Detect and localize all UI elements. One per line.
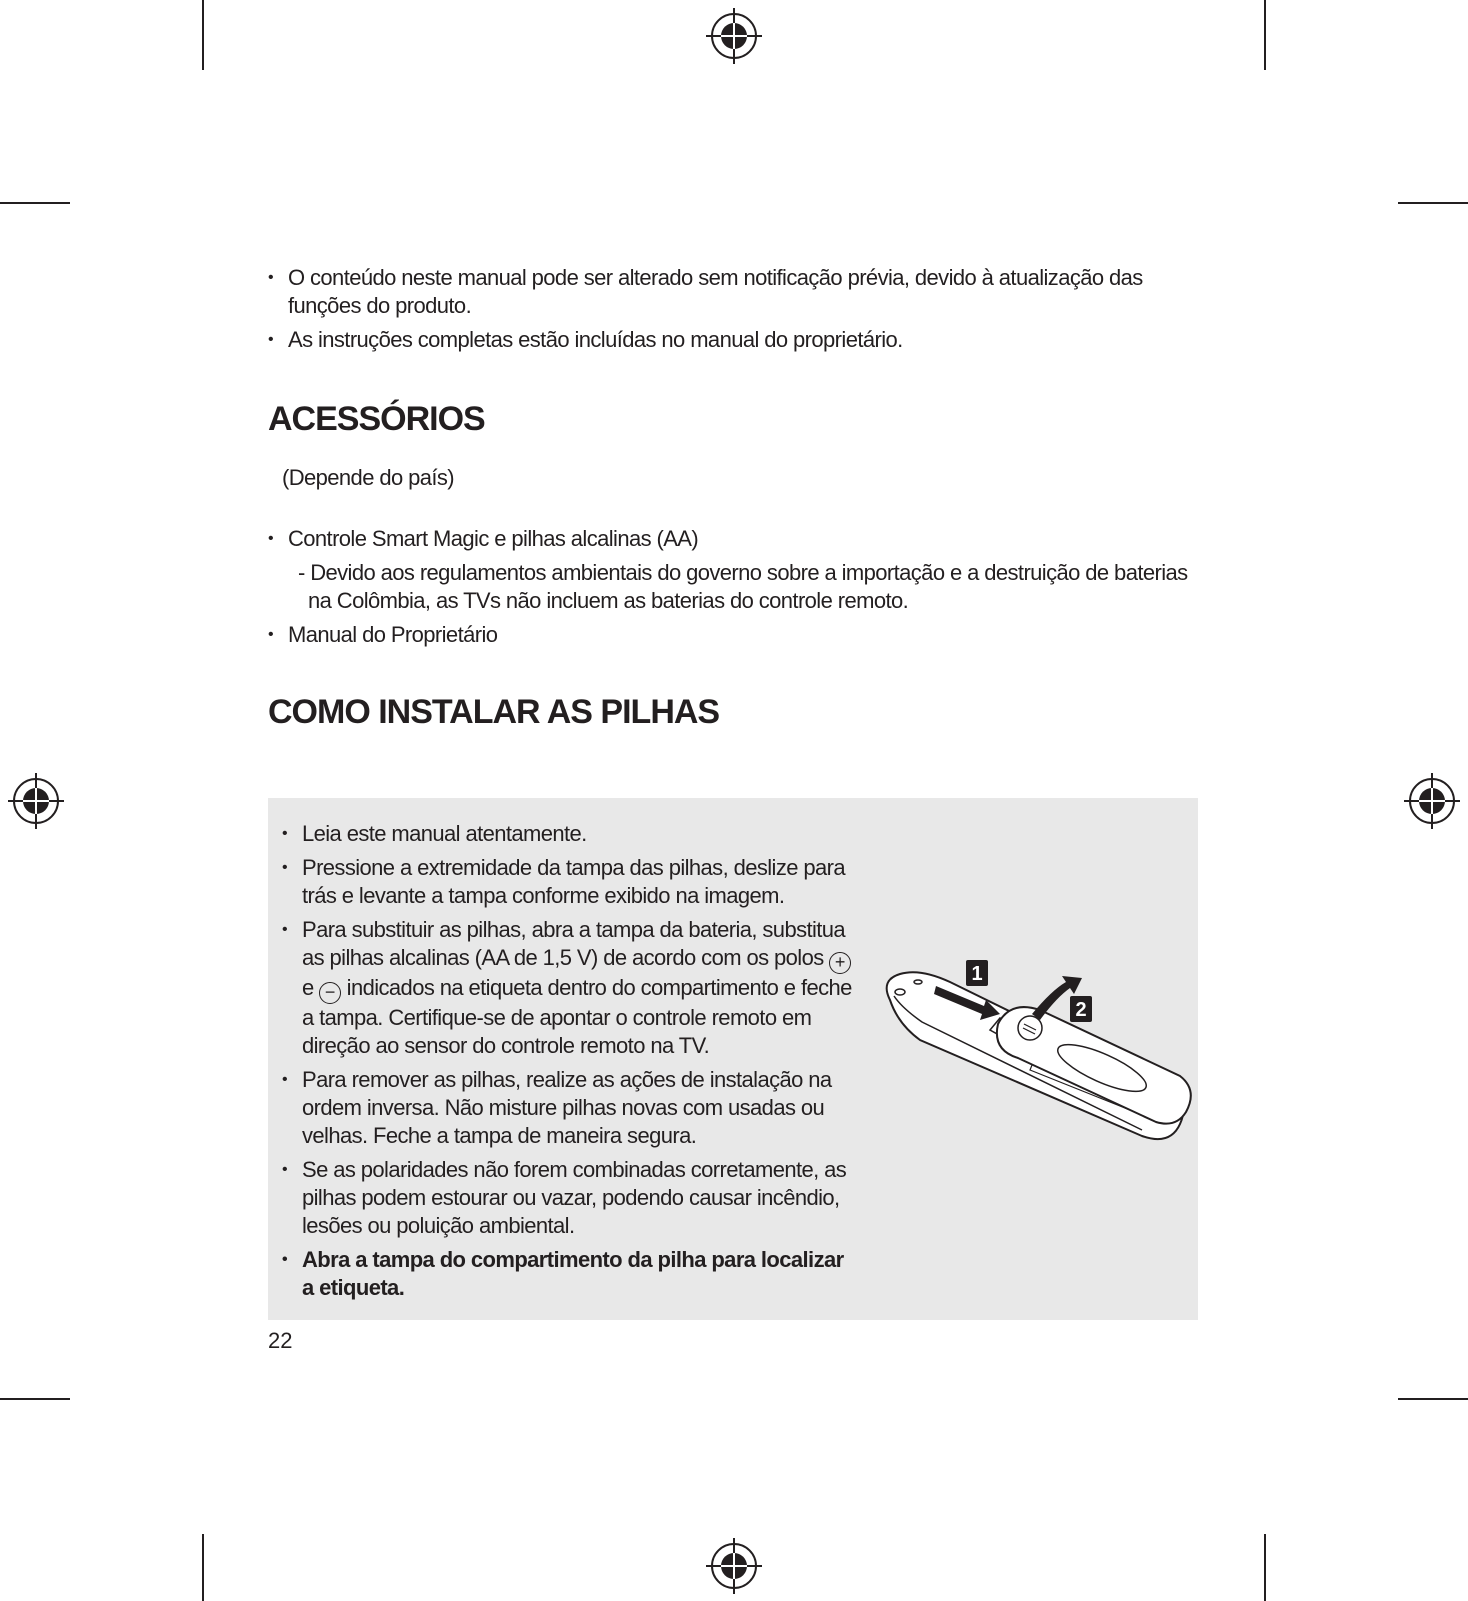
list-item: • Se as polaridades não forem combinadas corretamente, as pilhas podem estourar ou vazar, podendo causar incêndio, lesões ou poluição ambiental.: [282, 1156, 852, 1240]
plus-pole-icon: +: [829, 952, 851, 974]
intro-list: [268, 264, 1198, 354]
list-item: • O conteúdo neste manual pode ser alterado sem notificação prévia, devido à atualização das funções do produto.: [268, 264, 1198, 320]
accessories-subnote: - Devido aos regulamentos ambientais do governo sobre a importação e a destruição de baterias na Colômbia, as TVs não incluem as baterias do controle remoto.: [298, 560, 1188, 613]
list-item: • Controle Smart Magic e pilhas alcalinas (AA): [268, 525, 1198, 553]
crop-mark: [1264, 1534, 1266, 1601]
list-item: • Abra a tampa do compartimento da pilha para localizar a etiqueta.: [282, 1246, 852, 1302]
polarity-text: Para substituir as pilhas, abra a tampa da bateria, substitua as pilhas alcalinas (AA de 1,5 V) de acordo com os polos: [302, 917, 846, 970]
list-item: • Pressione a extremidade da tampa das pilhas, deslize para trás e levante a tampa conforme exibido na imagem.: [282, 854, 852, 910]
list-item: • Leia este manual atentamente.: [282, 820, 852, 848]
remote-battery-illustration: [880, 960, 1200, 1160]
registration-mark-icon: [8, 773, 64, 829]
crop-mark: [0, 1398, 70, 1400]
registration-mark-icon: [1404, 773, 1460, 829]
accessories-list: [268, 525, 1198, 553]
crop-mark: [1398, 1398, 1468, 1400]
page-number: 22: [268, 1328, 293, 1353]
list-item: • Manual do Proprietário: [268, 621, 1198, 649]
minus-pole-icon: −: [319, 982, 341, 1004]
registration-mark-icon: [706, 8, 762, 64]
accessories-note: (Depende do país): [282, 465, 455, 490]
list-item: • As instruções completas estão incluídas no manual do proprietário.: [268, 326, 1198, 354]
list-item: [282, 916, 852, 1060]
crop-mark: [1264, 0, 1266, 70]
step-2-label: 2: [1075, 999, 1087, 1021]
battery-instructions-list: [282, 820, 852, 1308]
registration-mark-icon: [706, 1538, 762, 1594]
accessories-heading: ACESSÓRIOS: [268, 400, 485, 438]
crop-mark: [0, 202, 70, 204]
page-content: [268, 264, 1198, 732]
list-item: • Para remover as pilhas, realize as ações de instalação na ordem inversa. Não misture pilhas novas com usadas ou velhas. Feche a tampa de maneira segura.: [282, 1066, 852, 1150]
polarity-text-2: indicados na etiqueta dentro do compartimento e feche a tampa. Certifique-se de apontar o controle remoto em direção ao sensor do controle remoto na TV.: [302, 975, 852, 1058]
crop-mark: [1398, 202, 1468, 204]
batteries-heading: COMO INSTALAR AS PILHAS: [268, 693, 720, 731]
crop-mark: [202, 0, 204, 70]
crop-mark: [202, 1534, 204, 1601]
accessories-list-2: [268, 621, 1198, 649]
step-1-label: 1: [971, 963, 983, 985]
and-word: e: [302, 975, 314, 1000]
